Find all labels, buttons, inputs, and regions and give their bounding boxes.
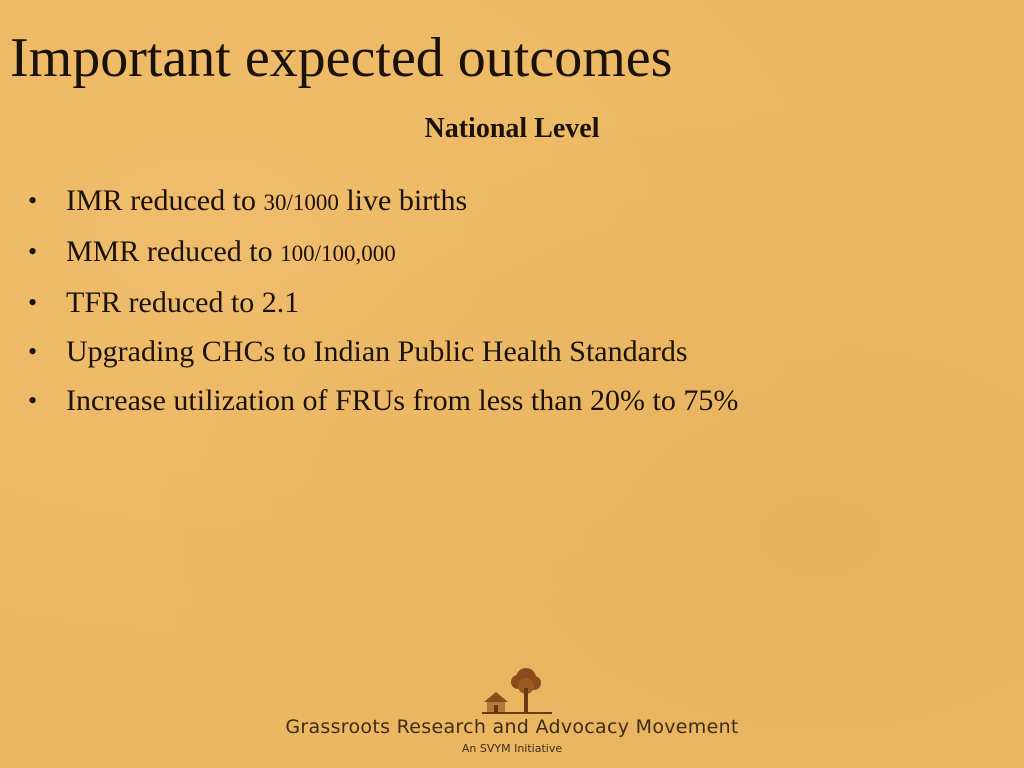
bullet-marker: • bbox=[28, 288, 38, 317]
tree-and-hut-icon bbox=[482, 664, 552, 716]
bullet-text: MMR reduced to bbox=[66, 235, 281, 268]
bullet-marker: • bbox=[28, 337, 38, 366]
list-item bbox=[28, 176, 738, 227]
organization-tagline: An SVYM Initiative bbox=[461, 742, 563, 755]
footer bbox=[0, 664, 1024, 764]
list-item bbox=[28, 327, 738, 376]
bullet-figure: 100/100,000 bbox=[280, 241, 396, 266]
subtitle-text: National Level bbox=[424, 113, 600, 144]
slide-subtitle bbox=[0, 113, 1024, 145]
bullet-figure: 30/1000 bbox=[263, 190, 339, 215]
bullet-text: TFR reduced to 2.1 bbox=[66, 286, 300, 319]
slide-title: Important expected outcomes bbox=[10, 27, 673, 89]
bullet-marker: • bbox=[28, 386, 38, 415]
bullet-text: IMR reduced to bbox=[66, 184, 264, 217]
list-item bbox=[28, 376, 738, 425]
bullet-marker: • bbox=[28, 237, 38, 266]
list-item bbox=[28, 278, 738, 327]
list-item bbox=[28, 227, 738, 278]
bullet-list bbox=[28, 176, 738, 425]
bullet-marker: • bbox=[28, 186, 38, 215]
organization-name: Grassroots Research and Advocacy Movement bbox=[285, 716, 739, 738]
bullet-text: Upgrading CHCs to Indian Public Health Standards bbox=[66, 335, 688, 368]
bullet-text-end: live births bbox=[338, 184, 468, 217]
bullet-text: Increase utilization of FRUs from less than 20% to 75% bbox=[66, 384, 739, 417]
